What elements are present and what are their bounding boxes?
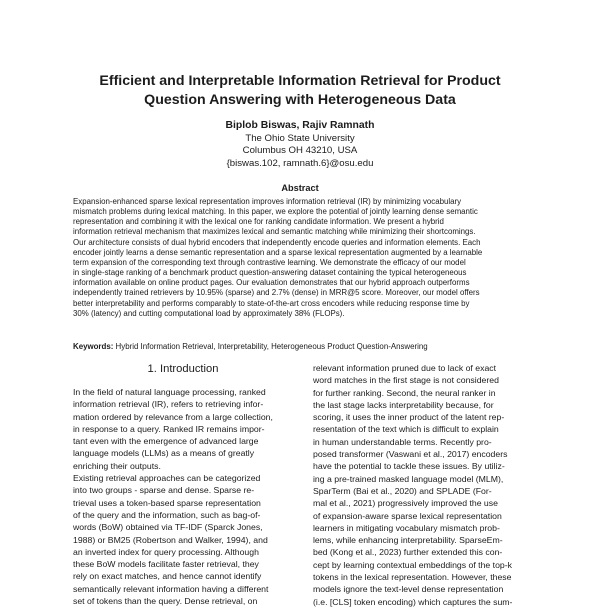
body-line: lems, while enhancing interpretability. SparseEm- bbox=[313, 535, 503, 546]
body-line: the last stage lacks interpretability because, for bbox=[313, 399, 494, 410]
emails: {biswas.102, ramnath.6}@osu.edu bbox=[226, 157, 374, 169]
paper-title bbox=[0, 72, 600, 110]
body-line: 1988) or BM25 (Robertson and Walker, 1994), and bbox=[73, 534, 268, 545]
title-line: Efficient and Interpretable Information Retrieval for Product bbox=[99, 73, 501, 89]
body-line: bed (Kong et al., 2023) further extended this con- bbox=[313, 547, 503, 558]
keywords-label: Keywords: bbox=[73, 342, 114, 351]
body-line: an inverted index for query processing. Although bbox=[73, 546, 259, 557]
body-line: ing a pre-trained masked language model (MLM), bbox=[313, 473, 504, 484]
body-line: information retrieval (IR), refers to retrieving infor- bbox=[73, 399, 264, 410]
title-line: Question Answering with Heterogeneous Data bbox=[144, 92, 456, 108]
abstract-body bbox=[73, 197, 528, 319]
abstract-line: independently trained retrievers by 10.95% (sparse) and 2.7% (dense) in MRR@5 score. Moreover, our model offers bbox=[73, 288, 480, 298]
body-line: Existing retrieval approaches can be categorized bbox=[73, 473, 261, 484]
abstract-line: information available on online product pages. Our evaluation demonstrates that our hybrid approach outperforms bbox=[73, 278, 470, 288]
body-line: resentation of the text which is difficult to explain bbox=[313, 424, 499, 435]
author-names: Biplob Biswas, Rajiv Ramnath bbox=[225, 120, 375, 131]
body-line: trieval uses a token-based sparse representation bbox=[73, 497, 261, 508]
address: Columbus OH 43210, USA bbox=[242, 145, 358, 157]
abstract-line: Expansion-enhanced sparse lexical representation improves information retrieval (IR) by minimizing vocabulary bbox=[73, 197, 462, 206]
body-line: set of tokens than the query. Dense retrieval, on bbox=[73, 596, 258, 607]
body-line: have the potential to tackle these issues. By utiliz- bbox=[313, 461, 505, 472]
body-line: word matches in the first stage is not considered bbox=[313, 375, 499, 386]
body-line: language models (LLMs) as a means of greatly bbox=[73, 448, 255, 459]
keywords bbox=[73, 342, 533, 352]
affiliation: The Ohio State University bbox=[245, 132, 355, 144]
abstract-line: term expansion of the corresponding text through contrastive learning. We demonstrate the efficacy of our model bbox=[73, 257, 466, 267]
body-line: enriching their outputs. bbox=[73, 460, 161, 471]
body-line: rely on exact matches, and hence cannot identify bbox=[73, 571, 262, 582]
body-line: mation ordered by relevance from a large collection, bbox=[73, 411, 273, 422]
section-heading-introduction: 1. Introduction bbox=[147, 363, 219, 375]
author-block bbox=[0, 120, 600, 170]
body-line: words (BoW) obtained via TF-IDF (Sparck Jones, bbox=[73, 522, 263, 533]
keywords-text: Hybrid Information Retrieval, Interpretability, Heterogeneous Product Question-Answering bbox=[115, 342, 428, 351]
body-line: tant even with the emergence of advanced large bbox=[73, 436, 259, 447]
abstract-line: Our architecture consists of dual hybrid encoders that independently encode queries and information elements. Each bbox=[73, 237, 481, 247]
body-line: relevant information pruned due to lack of exact bbox=[313, 363, 497, 373]
body-line: posed transformer (Vaswani et al., 2017) encoders bbox=[313, 449, 508, 460]
abstract-line: encoder jointly learns a dense semantic representation and a sparse lexical representation augmented by a learnable bbox=[73, 247, 483, 257]
abstract-heading: Abstract bbox=[281, 183, 319, 193]
body-line: in response to a query. Ranked IR remains impor- bbox=[73, 423, 265, 434]
body-line: these BoW models facilitate faster retrieval, they bbox=[73, 559, 259, 570]
body-line: SparTerm (Bai et al., 2020) and SPLADE (For- bbox=[313, 485, 492, 496]
body-line: models ignore the text-level dense representation bbox=[313, 584, 504, 595]
body-line: in human understandable terms. Recently pro- bbox=[313, 436, 492, 447]
body-line: mal et al., 2021) progressively improved the use bbox=[313, 498, 498, 509]
body-line: of the query and the information, such as bag-of- bbox=[73, 509, 261, 520]
body-line: In the field of natural language processing, ranked bbox=[73, 387, 266, 397]
body-line: cept by learning contextual embeddings of the top-k bbox=[313, 559, 512, 570]
body-line: scoring, it uses the inner product of the latent rep- bbox=[313, 412, 505, 423]
abstract-line: better interpretability and performs comparably to state-of-the-art cross encoders while reducing response time by bbox=[73, 298, 470, 308]
body-line: tokens in the lexical representation. However, these bbox=[313, 572, 512, 583]
body-line: learners in mitigating vocabulary mismatch prob- bbox=[313, 522, 500, 533]
abstract-line: in single-stage ranking of a benchmark product question-answering dataset containing the typical heterogeneous bbox=[73, 268, 467, 278]
body-line: into two groups - sparse and dense. Sparse re- bbox=[73, 485, 255, 496]
left-column bbox=[73, 386, 298, 607]
abstract-line: mismatch problems during lexical matching. In this paper, we explore the potential of jointly learning dense semantic bbox=[73, 207, 478, 217]
abstract-line: representation and combining it with the lexical one for ranking candidate information. We present a hybrid bbox=[73, 217, 444, 227]
body-line: for further ranking. Second, the neural ranker in bbox=[313, 387, 496, 398]
body-line: semantically relevant information having a different bbox=[73, 583, 269, 594]
body-line: of expansion-aware sparse lexical representation bbox=[313, 510, 502, 521]
body-line: (i.e. [CLS] token encoding) which captures the sum- bbox=[313, 596, 513, 607]
abstract-line: information retrieval mechanism that maximizes lexical and semantic matching while minimizing their shortcomings. bbox=[73, 227, 476, 237]
right-column bbox=[313, 362, 533, 608]
abstract-line: 30% (latency) and cutting computational load by approximately 38% (FLOPs). bbox=[73, 308, 345, 318]
